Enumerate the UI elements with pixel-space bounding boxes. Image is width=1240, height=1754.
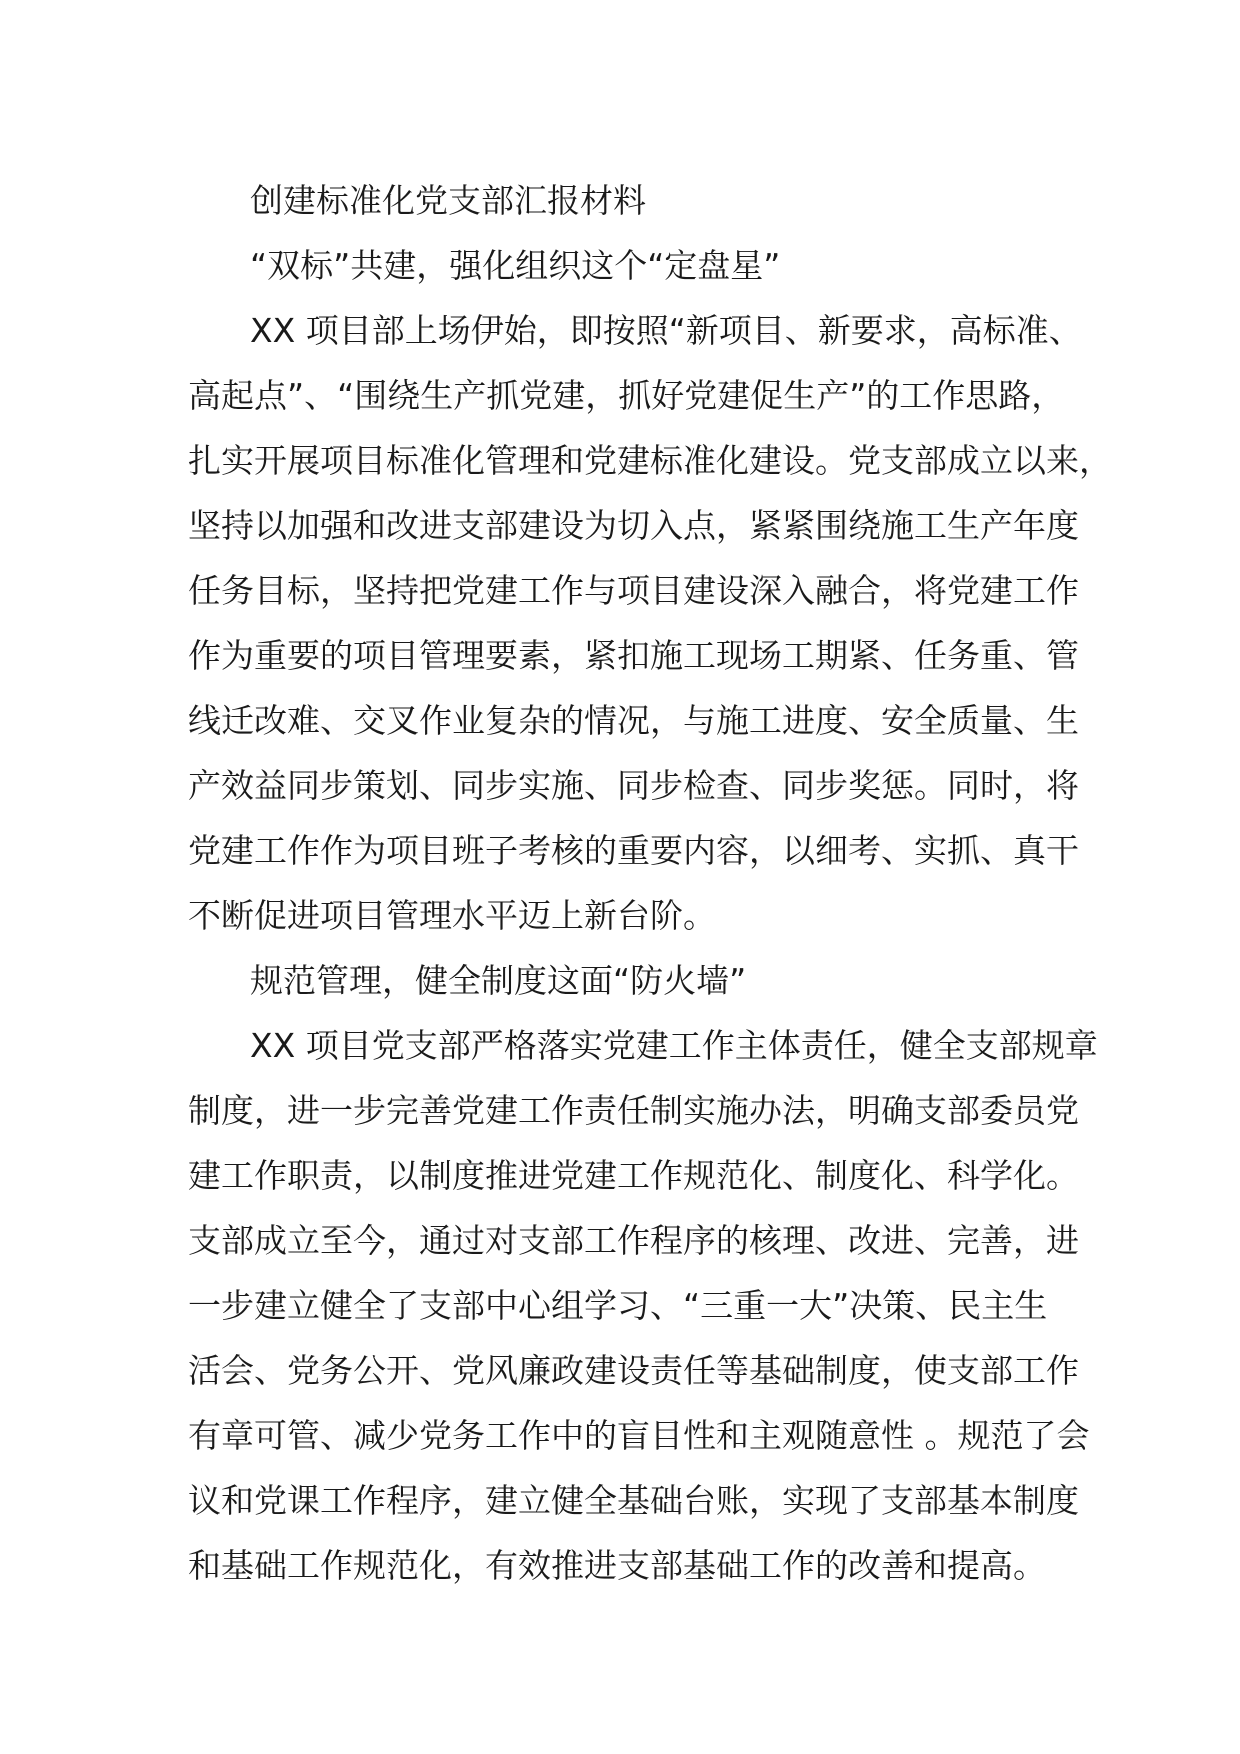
- paragraph-line: 产效益同步策划、同步实施、同步检查、同步奖惩。同时，将: [188, 766, 1079, 805]
- paragraph-line: 制度，进一步完善党建工作责任制实施办法，明确支部委员党: [188, 1091, 1079, 1130]
- paragraph-line: 活会、党务公开、党风廉政建设责任等基础制度，使支部工作: [188, 1351, 1079, 1390]
- paragraph-line: XX 项目党支部严格落实党建工作主体责任，健全支部规章: [250, 1026, 1098, 1065]
- section-heading-2: 规范管理，健全制度这面“防火墙”: [250, 961, 747, 1000]
- paragraph-line: 有章可管、减少党务工作中的盲目性和主观随意性 。规范了会: [188, 1416, 1090, 1455]
- paragraph-line: 高起点”、“围绕生产抓党建，抓好党建促生产”的工作思路，: [188, 376, 1065, 415]
- paragraph-line: 不断促进项目管理水平迈上新台阶。: [188, 896, 716, 935]
- paragraph-line: 支部成立至今，通过对支部工作程序的核理、改进、完善，进: [188, 1221, 1079, 1260]
- paragraph-line: 建工作职责，以制度推进党建工作规范化、制度化、科学化。: [188, 1156, 1079, 1195]
- paragraph-line: 党建工作作为项目班子考核的重要内容，以细考、实抓、真干: [188, 831, 1079, 870]
- document-title: 创建标准化党支部汇报材料: [250, 181, 646, 220]
- paragraph-line: 扎实开展项目标准化管理和党建标准化建设。党支部成立以来，: [188, 441, 1112, 480]
- paragraph-line: 坚持以加强和改进支部建设为切入点，紧紧围绕施工生产年度: [188, 506, 1079, 545]
- paragraph-2: [188, 1013, 1098, 1598]
- paragraph-line: 线迁改难、交叉作业复杂的情况，与施工进度、安全质量、生: [188, 701, 1079, 740]
- paragraph-line: 任务目标，坚持把党建工作与项目建设深入融合，将党建工作: [188, 571, 1079, 610]
- paragraph-line: XX 项目部上场伊始，即按照“新项目、新要求，高标准、: [250, 311, 1082, 350]
- paragraph-line: 一步建立健全了支部中心组学习、“三重一大”决策、民主生: [188, 1286, 1048, 1325]
- paragraph-line: 作为重要的项目管理要素，紧扣施工现场工期紧、任务重、管: [188, 636, 1079, 675]
- section-heading-1: “双标”共建，强化组织这个“定盘星”: [250, 246, 781, 285]
- paragraph-line: 议和党课工作程序，建立健全基础台账，实现了支部基本制度: [188, 1481, 1079, 1520]
- paragraph-line: 和基础工作规范化，有效推进支部基础工作的改善和提高。: [188, 1546, 1046, 1585]
- paragraph-1: [188, 298, 1112, 948]
- document-body: [188, 168, 1112, 1598]
